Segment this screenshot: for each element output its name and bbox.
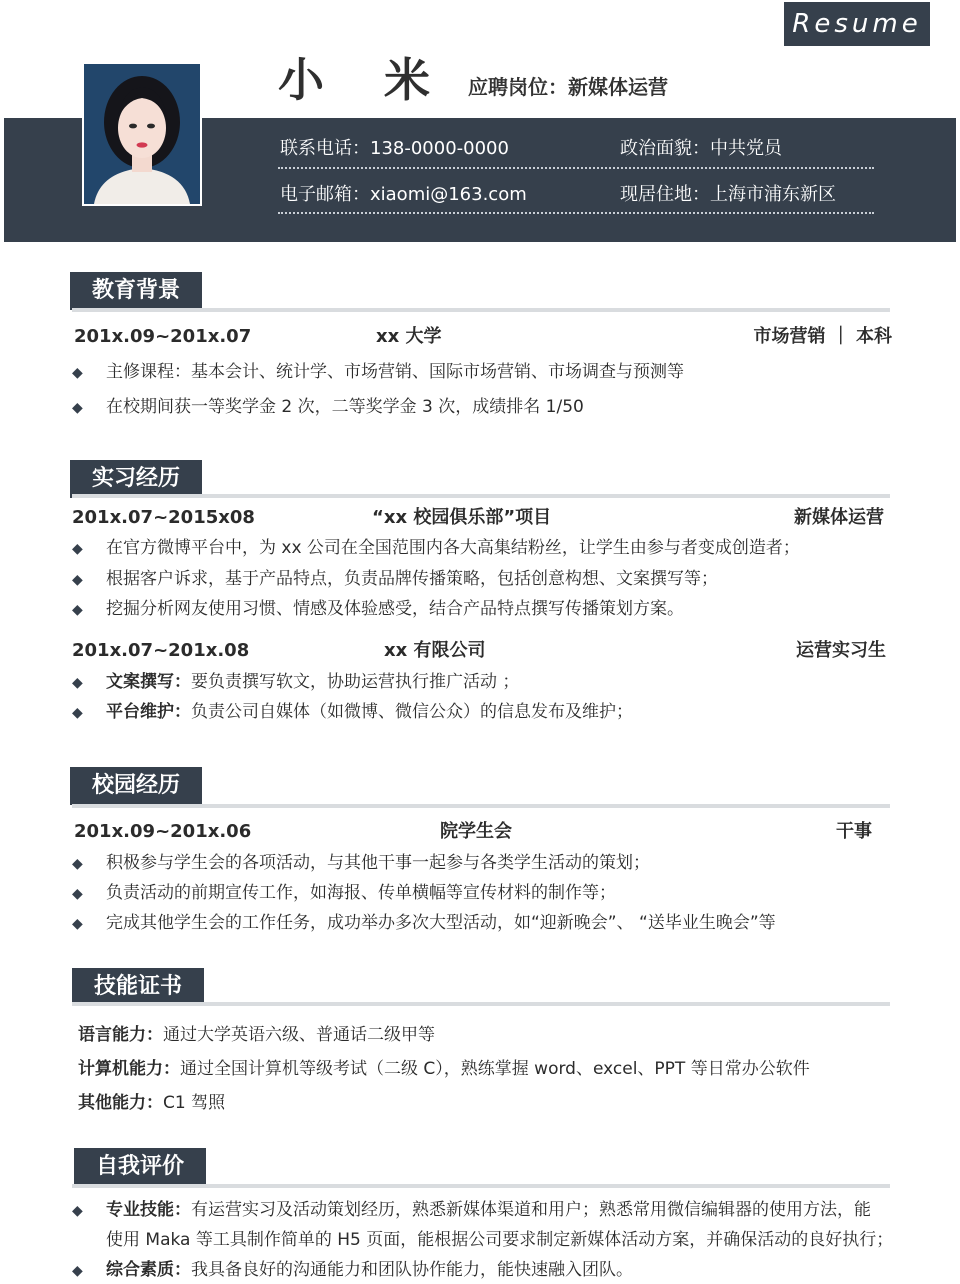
info-divider — [278, 212, 874, 214]
list-item-label: 综合素质： — [106, 1260, 191, 1280]
diamond-icon: ◆ — [72, 365, 83, 381]
section-title-internship: 实习经历 — [70, 460, 202, 498]
diamond-icon: ◆ — [72, 1263, 83, 1279]
internship-org: “xx 校园俱乐部”项目 — [372, 507, 552, 528]
internship-org: xx 有限公司 — [384, 640, 486, 661]
portrait-icon — [84, 64, 200, 204]
contact-email: 电子邮箱：xiaomi@163.com — [280, 184, 527, 205]
section-divider — [72, 494, 890, 498]
avatar — [82, 62, 202, 206]
section-title-self-eval: 自我评价 — [74, 1148, 206, 1186]
diamond-icon: ◆ — [72, 400, 83, 416]
list-item — [72, 394, 584, 421]
list-item-text: 负责公司自媒体（如微博、微信公众）的信息发布及维护； — [191, 702, 633, 722]
internship-date: 201x.07~2015x08 — [72, 507, 255, 528]
section-title-skills: 技能证书 — [72, 968, 204, 1006]
list-item — [72, 566, 718, 593]
internship-role: 运营实习生 — [796, 640, 886, 661]
diamond-icon: ◆ — [72, 602, 83, 618]
list-item — [72, 535, 800, 562]
list-item-text: 负责活动的前期宣传工作，如海报、传单横幅等宣传材料的制作等； — [106, 883, 616, 903]
section-title-education: 教育背景 — [70, 272, 202, 310]
list-item-label: 平台维护： — [106, 702, 191, 722]
internship-date: 201x.07~201x.08 — [72, 640, 250, 661]
list-item-text: 积极参与学生会的各项活动，与其他干事一起参与各类学生活动的策划； — [106, 853, 650, 873]
section-divider — [72, 804, 890, 808]
list-item — [72, 880, 616, 907]
list-item-text: 我具备良好的沟通能力和团队协作能力，能快速融入团队。 — [191, 1260, 633, 1280]
internship-role: 新媒体运营 — [794, 507, 884, 528]
skill-item — [78, 1090, 225, 1116]
campus-date: 201x.09~201x.06 — [74, 821, 252, 842]
list-item-continuation: 使用 Maka 等工具制作简单的 H5 页面，能根据公司要求制定新媒体活动方案，并确保活动的良好执行； — [106, 1230, 894, 1250]
education-school: xx 大学 — [376, 326, 442, 347]
skill-text: 通过全国计算机等级考试（二级 C），熟练掌握 word、excel、PPT 等日常办公软件 — [180, 1059, 810, 1079]
diamond-icon: ◆ — [72, 675, 83, 691]
resume-tag: Resume — [784, 2, 930, 46]
section-divider — [72, 308, 890, 312]
list-item-label: 专业技能： — [106, 1200, 191, 1220]
diamond-icon: ◆ — [72, 705, 83, 721]
list-item — [72, 359, 684, 386]
list-item — [72, 669, 519, 696]
list-item — [72, 699, 633, 726]
diamond-icon: ◆ — [72, 541, 83, 557]
section-divider — [72, 1002, 890, 1006]
section-divider — [72, 1184, 890, 1188]
section-title-campus: 校园经历 — [70, 767, 202, 805]
list-item-text: 主修课程：基本会计、统计学、市场营销、国际市场营销、市场调查与预测等 — [106, 362, 684, 382]
campus-role: 干事 — [836, 821, 872, 842]
list-item — [72, 910, 776, 937]
diamond-icon: ◆ — [72, 886, 83, 902]
list-item-text: 完成其他学生会的工作任务，成功举办多次大型活动，如“迎新晚会”、 “送毕业生晚会”等 — [106, 913, 776, 933]
list-item-text: 要负责撰写软文，协助运营执行推广活动 ； — [191, 672, 520, 692]
applied-position: 应聘岗位：新媒体运营 — [468, 75, 668, 99]
skill-text: C1 驾照 — [163, 1093, 226, 1113]
current-address: 现居住地：上海市浦东新区 — [620, 184, 836, 205]
list-item — [72, 1197, 871, 1224]
diamond-icon: ◆ — [72, 1203, 83, 1219]
list-item — [72, 596, 684, 623]
political-status: 政治面貌：中共党员 — [620, 138, 782, 159]
list-item — [72, 850, 650, 877]
candidate-name: 小 米 — [278, 53, 453, 107]
list-item-text: 在官方微博平台中，为 xx 公司在全国范围内各大高集结粉丝，让学生由参与者变成创造者； — [106, 538, 800, 558]
skill-label: 其他能力： — [78, 1093, 163, 1113]
list-item-label: 文案撰写： — [106, 672, 191, 692]
list-item-text: 根据客户诉求，基于产品特点，负责品牌传播策略，包括创意构想、文案撰写等； — [106, 569, 718, 589]
skill-item — [78, 1056, 810, 1082]
list-item-text: 在校期间获一等奖学金 2 次，二等奖学金 3 次，成绩排名 1/50 — [106, 397, 584, 417]
contact-phone: 联系电话：138-0000-0000 — [280, 138, 509, 159]
list-item-text: 有运营实习及活动策划经历，熟悉新媒体渠道和用户；熟悉常用微信编辑器的使用方法，能 — [191, 1200, 871, 1220]
skill-item — [78, 1022, 435, 1048]
education-date: 201x.09~201x.07 — [74, 326, 252, 347]
skill-label: 语言能力： — [78, 1025, 163, 1045]
diamond-icon: ◆ — [72, 916, 83, 932]
education-major: 市场营销 ｜ 本科 — [753, 326, 892, 347]
info-divider — [278, 167, 874, 169]
diamond-icon: ◆ — [72, 856, 83, 872]
list-item-text: 挖掘分析网友使用习惯、情感及体验感受，结合产品特点撰写传播策划方案。 — [106, 599, 684, 619]
skill-label: 计算机能力： — [78, 1059, 180, 1079]
diamond-icon: ◆ — [72, 572, 83, 588]
skill-text: 通过大学英语六级、普通话二级甲等 — [163, 1025, 435, 1045]
campus-org: 院学生会 — [440, 821, 512, 842]
